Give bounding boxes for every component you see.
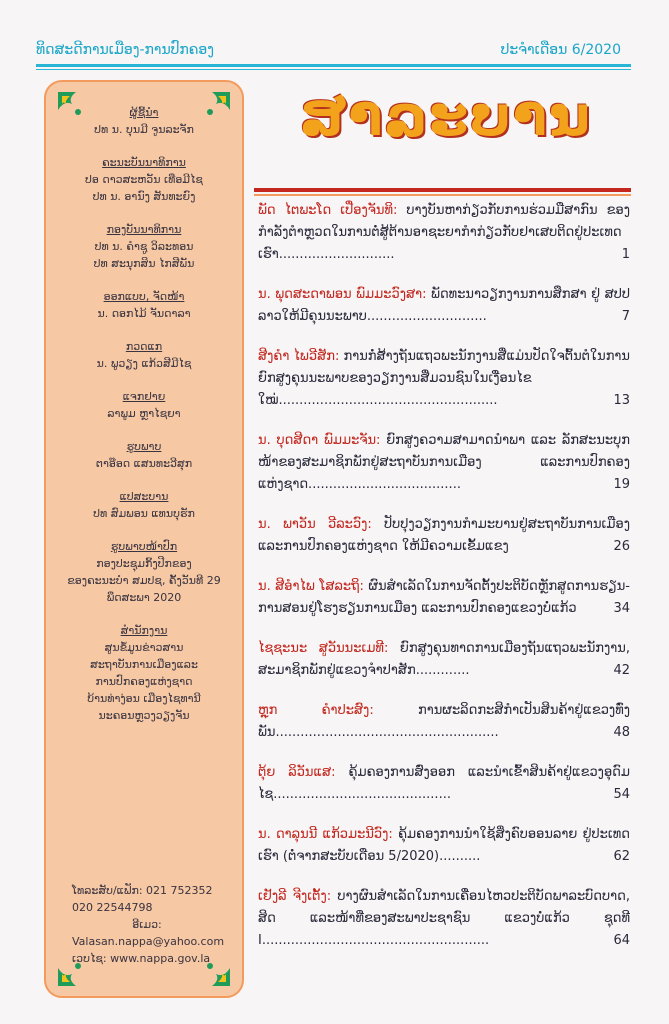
toc-entry[interactable] (258, 638, 630, 682)
toc-entry[interactable] (258, 824, 630, 868)
credit-group (46, 438, 242, 472)
issue-date: ປະຈຳເດືອນ 6/2020 (500, 42, 621, 58)
credit-line: ປທ ນ. ບຸນມີ ຈູນລະຈັກ (94, 123, 194, 136)
toc-page-number: 54 (613, 787, 630, 802)
toc-page-number: 26 (613, 539, 630, 554)
toc-topic: ຍົກສູງຄຸນທາດການເມືອງຖັນແຖວພະນັກງານ, ສະມາຊິກພັກຢູ່ແຂວງຈຳປາສັກ............. (258, 641, 630, 678)
credit-title: ຮູບພາບໜ້າປົກ (110, 540, 178, 553)
toc-author: ຫຼຸກ ຄຳປະສົງ: (258, 703, 374, 718)
toc-topic: ຜົນສຳເລັດໃນການຈັດຕັ້ງປະຕິບັດຫຼັກສູດການຮຽນ-ການສອນຢູ່ໂຮງຮຽນການເມືອງ ແລະການປົກຄອງແຂວງບໍ່ແກ້ວ (258, 579, 630, 616)
credit-line: ປທ ນ. ອານົງ ສັນທະຍົງ (92, 190, 196, 203)
toc-author: ຕຸ້ຍ ລິວັນແສ: (258, 765, 336, 780)
credit-line: ສະຖາບັນການເມືອງແລະ (90, 658, 198, 671)
toc-author: ພັດ ໄຕພະໂດ ເປື່ອງຈັນທິ: (258, 203, 398, 218)
credit-group (46, 288, 242, 322)
credit-title: ອອກແບບ, ຈັດໜ້າ (103, 290, 185, 303)
toc-topic: ຄຸ້ມຄອງການສົ່ງອອກ ແລະນຳເຂົ້າສິນຄ້າຢູ່ແຂວງອຸດົມໄຊ........................................... (258, 765, 630, 802)
email: Valasan.nappa@yahoo.com (72, 935, 225, 948)
toc-page-number: 64 (613, 933, 630, 948)
credit-group (46, 104, 242, 138)
toc-page-number: 34 (613, 601, 630, 616)
toc-author: ນ. ພຸດສະດາພອນ ພົມມະວົງສາ: (258, 287, 427, 302)
toc-page-number: 42 (613, 663, 630, 678)
toc-topic: ບາງບັນຫາກ່ຽວກັບການຮ່ວມມືສາກົນ ຂອງກຳລັງຕຳຫຼວດໃນການຕໍ່ສູ້ຕ້ານອາຊະຍາກຳກ່ຽວກັບຢາເສບຕິດຢູ່ປະເທດເຮົາ............................ (258, 203, 630, 262)
credit-title: ຮູບພາບ (126, 440, 162, 453)
toc-author: ສີງຄຳ ໄພວີສັກ: (258, 349, 340, 364)
phone-2: 020 22544798 (72, 901, 153, 914)
credits-sidebar (44, 80, 244, 998)
credit-line: ກອງປະຊຸມກິ້ງປີກຂອງ (96, 557, 192, 570)
toc-author: ນ. ພາວັນ ວີລະວົງ: (258, 517, 372, 532)
phone: ໂທລະສັບ/ແຟັກ: 021 752352 (72, 884, 213, 897)
credit-group (46, 388, 242, 422)
credit-group (46, 221, 242, 272)
credit-group (46, 538, 242, 606)
credit-line: ປທ ນ. ຄຳຊູ ວິລະທອນ (94, 240, 194, 253)
toc-topic: ການຜະລິດກະສິກຳເປັນສິນຄ້າຢູ່ແຂວງທົ່ງພັນ...................................................... (258, 703, 630, 740)
table-of-contents (258, 200, 630, 970)
credit-line: ປທ ສົມພອນ ແທນບຸຮັກ (93, 507, 195, 520)
toc-author: ນ. ສີອຳໄພ ໂສລະຖິ: (258, 579, 364, 594)
toc-author: ໄຊຊະນະ ສູວັນນະເມທີ: (258, 641, 389, 656)
credit-line: ບ້ານທ່າງ່ອນ ເມືອງໄຊທານີ (87, 692, 201, 705)
toc-entry[interactable] (258, 346, 630, 412)
journal-name: ທິດສະດີການເມືອງ-ການປົກຄອງ (36, 42, 215, 58)
credit-line: ລາພູມ ຫຼາໄຊຍາ (107, 407, 181, 420)
toc-author: ນ. ດາລຸນນີ ແກ້ວມະນີວົງ: (258, 827, 393, 842)
credit-title: ແປສະບານ (119, 490, 169, 503)
credit-group (46, 338, 242, 372)
header-rule-thin (36, 69, 631, 70)
toc-topic: ພັດທະນາວຽກງານການສຶກສາ ຢູ່ ສປປ ລາວໃຫ້ມີຄຸນນະພາບ............................. (258, 287, 631, 324)
credit-line: ປອ ດາວສະຫວັນ ເທືອມີໄຊ (85, 173, 203, 186)
toc-page-number: 13 (613, 393, 630, 408)
email-label: ອີເມວ: (132, 918, 162, 931)
credit-line: ສູນຂໍ້ມູນຂ່າວສານ (104, 641, 184, 654)
toc-page-number: 1 (621, 247, 630, 262)
toc-author: ເຢັງລີ ຈີງເຕັ້ງ: (258, 889, 332, 904)
title-rule-secondary (254, 194, 631, 196)
credit-line: ການປົກຄອງແຫ່ງຊາດ (95, 675, 193, 688)
credit-line: ປທ ສະນຸກສິນ ໄກສີພັນ (93, 257, 195, 270)
toc-topic: ປັບປຸງວຽກງານກຳມະບານຢູ່ສະຖາບັນການເມືອງ ແລະການປົກຄອງແຫ່ງຊາດ ໃຫ້ມີຄວາມເຂັ້ມແຂງ (258, 517, 630, 554)
credit-title: ແຈກຢາຍ (122, 390, 166, 403)
toc-entry[interactable] (258, 284, 630, 328)
credit-group (46, 622, 242, 724)
toc-entry[interactable] (258, 762, 630, 806)
title-rule (254, 188, 631, 192)
toc-topic: ບາງຜົນສຳເລັດໃນການເຄື່ອນໄຫວປະຕິບັດພາລະບົດບາດ, ສິດ ແລະໜ້າທີ່ຂອງສະພາປະຊາຊົນ ແຂວງບໍ່ແກ້ວ ຊຸດທີ I....................................................... (258, 889, 630, 948)
website: ເວບໄຊ: www.nappa.gov.la (72, 952, 211, 965)
credit-line: ຕາອ໊ອດ ແສນທະວີສຸກ (95, 457, 193, 470)
credit-line: ຂອງຄະນະບຳ ສມປຊ, ຄັ້ງວັນທີ 29 (67, 574, 221, 587)
credit-title: ກອງບັນນາທິການ (106, 223, 182, 236)
toc-entry[interactable] (258, 886, 630, 952)
toc-author: ນ. ບຸດສີດາ ພົມມະຈັນ: (258, 433, 381, 448)
contact-info (72, 882, 224, 967)
credit-line: ນະຄອນຫຼວງວຽງຈັນ (98, 709, 190, 722)
toc-page-number: 19 (613, 477, 630, 492)
credit-group (46, 488, 242, 522)
toc-entry[interactable] (258, 430, 630, 496)
toc-page-number: 7 (621, 309, 630, 324)
credit-title: ກວດແກ (125, 340, 163, 353)
toc-entry[interactable] (258, 700, 630, 744)
toc-topic: ຍົກສູງຄວາມສາມາດນຳພາ ແລະ ລັກສະນະບຸກໜ້າຂອງສະມາຊິກພັກຢູ່ສະຖາບັນການເມືອງ ແລະການປົກຄອງແຫ່ງຊາດ..................................... (258, 433, 630, 492)
header-rule (36, 64, 631, 67)
toc-page-number: 48 (613, 725, 630, 740)
credit-title: ຜູ້ຊີ້ນຳ (129, 106, 159, 119)
toc-title: ສາລະບານ (300, 84, 592, 149)
credit-title: ສຳນັກງານ (120, 624, 168, 637)
credit-title: ຄະນະບັນນາທິການ (102, 156, 186, 169)
toc-entry[interactable] (258, 514, 630, 558)
toc-entry[interactable] (258, 200, 630, 266)
toc-page-number: 62 (613, 849, 630, 864)
toc-topic: ການກໍ່ສ້າງຖັນແຖວພະນັກງານສື່ແມ່ນປັດໃຈຕົ້ນຕໍໃນການຍົກສູງຄຸນນະພາບຂອງວຽກງານສື່ມວນຊົນໃນເງື່ອນໄຂໃໝ່..................................................... (258, 349, 630, 408)
credit-line: ນ. ດອກໄມ້ ຈັນດາລາ (97, 307, 191, 320)
toc-entry[interactable] (258, 576, 630, 620)
credit-group (46, 154, 242, 205)
credit-line: ນ. ພູວຽງ ແກ້ວສີມີໄຊ (96, 357, 192, 370)
credits-list (46, 104, 242, 740)
credit-line: ພຶດສະພາ 2020 (106, 591, 182, 604)
toc-topic: ຄຸ້ມຄອງການນຳໃຊ້ສິ່ງຄົບອອນລາຍ ຢູ່ປະເທດເຮົາ (ຕໍ່ຈາກສະບັບເດືອນ 5/2020).......... (258, 827, 630, 864)
